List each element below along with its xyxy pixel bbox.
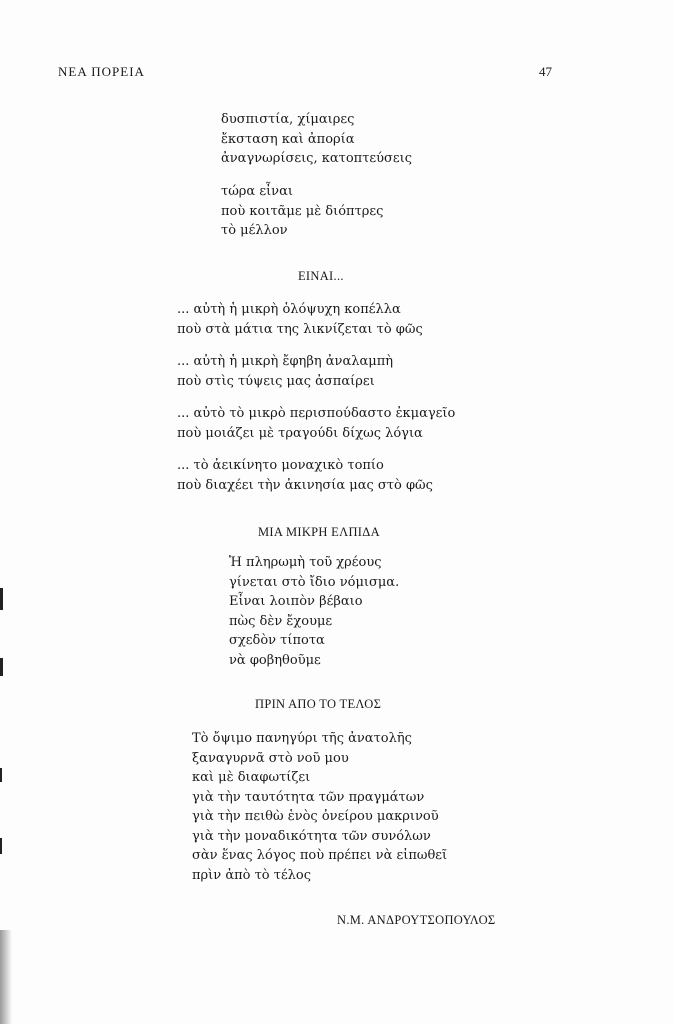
binding-edge-shadow <box>0 930 12 1024</box>
poem-line: γιὰ τὴν ταυτότητα τῶν πραγμάτων <box>192 789 425 805</box>
poem-line: σχεδὸν τίποτα <box>229 633 325 648</box>
poem-line: ἔκσταση καὶ ἀπορία <box>221 131 355 147</box>
einai-stanza-1 <box>177 300 423 339</box>
poem-line: ... τὸ ἀεικίνητο μοναχικὸ τοπίο <box>177 458 384 473</box>
page-number: 47 <box>539 64 552 79</box>
poem-line: ἀναγνωρίσεις, κατοπτεύσεις <box>221 151 413 166</box>
poem-line: ποὺ στὰ μάτια της λικνίζεται τὸ φῶς <box>177 321 423 337</box>
poem-line: Εἶναι λοιπὸν βέβαιο <box>229 594 363 609</box>
binding-edge-mark <box>0 838 2 854</box>
author-signature: Ν.Μ. ΑΝΔΡΟΥΤΣΟΠΟΥΛΟΣ <box>337 913 496 927</box>
poem-line: ποὺ κοιτᾶμε μὲ διόπτρες <box>221 203 384 219</box>
poem-line: ... αὐτὴ ἡ μικρὴ ὁλόψυχη κοπέλλα <box>177 302 401 317</box>
poem-line: τώρα εἶναι <box>221 184 293 199</box>
poem-line: ποὺ διαχέει τὴν ἀκινησία μας στὸ φῶς <box>177 477 433 493</box>
poem-line: γίνεται στὸ ἴδιο νόμισμα. <box>229 574 400 590</box>
poem-line: ποὺ μοιάζει μὲ τραγούδι δίχως λόγια <box>177 425 423 441</box>
poem-line: πρὶν ἀπὸ τὸ τέλος <box>192 867 312 883</box>
poem-line: γιὰ τὴν πειθὼ ἑνὸς ὀνείρου μακρινοῦ <box>192 809 439 824</box>
stanza-continuation-1 <box>221 110 412 169</box>
poem-title-prin-apo-to-telos: ΠΡΙΝ ΑΠΟ ΤΟ ΤΕΛΟΣ <box>255 697 382 711</box>
einai-stanza-2 <box>177 352 393 391</box>
poem-line: νὰ φοβηθοῦμε <box>229 652 321 668</box>
poem-line: Ἡ πληρωμὴ τοῦ χρέους <box>229 555 382 570</box>
poem-line: δυσπιστία, χίμαιρες <box>221 112 355 127</box>
poem-line: σὰν ἕνας λόγος ποὺ πρέπει νὰ εἰπωθεῖ <box>192 848 448 863</box>
einai-stanza-3 <box>177 404 455 443</box>
einai-stanza-4 <box>177 456 433 495</box>
binding-edge-mark <box>0 768 2 782</box>
poem-line: ... αὐτὴ ἡ μικρὴ ἔφηβη ἀναλαμπὴ <box>177 354 394 369</box>
poem-line: ποὺ στὶς τύψεις μας ἀσπαίρει <box>177 373 375 389</box>
poem-line: καὶ μὲ διαφωτίζει <box>192 770 311 785</box>
poem-line: ξαναγυρνᾶ στὸ νοῦ μου <box>192 750 349 766</box>
stanza-continuation-2 <box>221 182 383 241</box>
poem-line: γιὰ τὴν μοναδικότητα τῶν συνόλων <box>192 828 431 844</box>
binding-edge-mark <box>0 658 3 676</box>
poem-line: πὼς δὲν ἔχουμε <box>229 613 333 629</box>
poem-line: τὸ μέλλον <box>221 223 288 238</box>
running-title: ΝΕΑ ΠΟΡΕΙΑ <box>58 64 145 79</box>
poem-title-mia-mikri-elpida: ΜΙΑ ΜΙΚΡΗ ΕΛΠΙΔΑ <box>258 525 380 539</box>
prin-apo-to-telos-stanza <box>192 729 447 885</box>
mia-mikri-elpida-stanza <box>229 553 399 670</box>
poem-line: Τὸ ὄψιμο πανηγύρι τῆς ἀνατολῆς <box>192 731 412 746</box>
binding-edge-mark <box>0 588 3 610</box>
poem-line: ... αὐτὸ τὸ μικρὸ περισπούδαστο ἐκμαγεῖο <box>177 406 456 421</box>
poem-title-einai: ΕΙΝΑΙ... <box>298 269 344 283</box>
